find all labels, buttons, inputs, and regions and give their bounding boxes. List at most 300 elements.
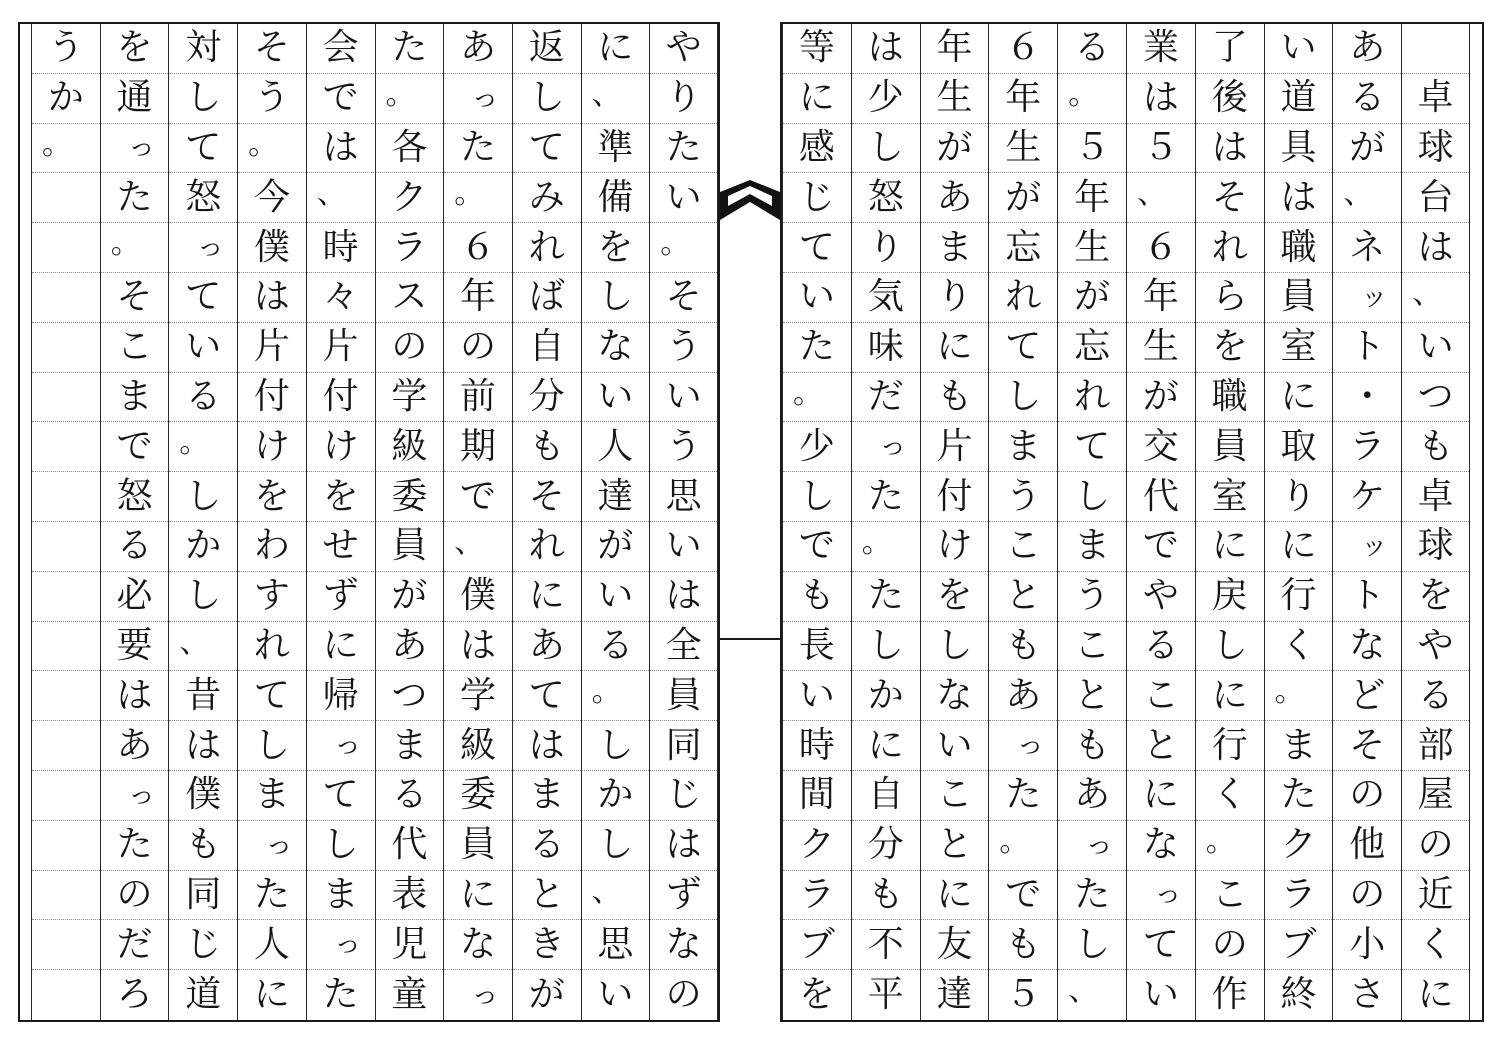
text-column [851, 24, 920, 1020]
text-column [581, 24, 650, 1020]
grid-cell: い [783, 671, 851, 721]
grid-cell: と [921, 821, 989, 871]
grid-cell: 年 [921, 24, 989, 74]
grid-cell [1402, 24, 1469, 74]
grid-cell: 小 [1333, 920, 1401, 970]
grid-cell: は [307, 124, 375, 174]
grid-cell: に [1196, 522, 1264, 572]
grid-cell: し [582, 721, 650, 771]
grid-cell: で [444, 472, 512, 522]
grid-cell: し [513, 74, 581, 124]
grid-cell: っ [101, 124, 169, 174]
grid-cell: て [513, 124, 581, 174]
grid-cell: が [528, 974, 565, 1016]
grid-cell: 球 [1402, 124, 1469, 174]
grid-cell: は [444, 622, 512, 672]
grid-cell: た [783, 323, 851, 373]
grid-cell: と [989, 572, 1057, 622]
grid-cell: 。 [101, 223, 169, 273]
grid-cell: 付 [307, 373, 375, 423]
grid-cell [32, 622, 100, 672]
grid-cell: い [650, 522, 717, 572]
grid-cell: て [307, 771, 375, 821]
grid-cell: 時 [783, 721, 851, 771]
grid-cell: い [650, 173, 717, 223]
grid-cell: 僕 [169, 771, 237, 821]
grid-cell: て [989, 323, 1057, 373]
grid-cell: が [1127, 373, 1195, 423]
grid-cell: 分 [852, 821, 920, 871]
grid-cell: 生 [1127, 323, 1195, 373]
grid-cell: い [169, 323, 237, 373]
grid-cell: が [376, 572, 444, 622]
grid-cell: し [852, 124, 920, 174]
grid-cell: 級 [376, 422, 444, 472]
grid-cell: し [1196, 622, 1264, 672]
grid-cell: た [1058, 871, 1126, 921]
grid-cell: 。 [650, 223, 717, 273]
grid-cell: て [169, 273, 237, 323]
grid-cell: 交 [1127, 422, 1195, 472]
grid-cell: を [1196, 323, 1264, 373]
grid-cell: 年 [1058, 173, 1126, 223]
grid-cell: つ [1402, 373, 1469, 423]
grid-cell: し [582, 273, 650, 323]
grid-cell: さ [1349, 974, 1386, 1016]
grid-cell: る [1402, 671, 1469, 721]
grid-cell: る [513, 821, 581, 871]
grid-cell: 不 [852, 920, 920, 970]
grid-cell: ず [307, 572, 375, 622]
grid-cell: 。 [444, 173, 512, 223]
grid-cell: こ [101, 323, 169, 373]
grid-cell: ま [1058, 522, 1126, 572]
grid-cell: ブ [783, 920, 851, 970]
grid-cell: 会 [307, 24, 375, 74]
grid-cell: ま [238, 771, 306, 821]
grid-cell: が [921, 124, 989, 174]
grid-cell: れ [1058, 373, 1126, 423]
grid-cell: 自 [852, 771, 920, 821]
grid-cell: で [307, 74, 375, 124]
grid-cell: い [1265, 24, 1333, 74]
grid-cell: る [1127, 622, 1195, 672]
grid-cell: に [582, 24, 650, 74]
grid-cell: ま [921, 223, 989, 273]
text-column [512, 24, 581, 1020]
grid-cell: っ [307, 920, 375, 970]
grid-cell: 少 [783, 422, 851, 472]
grid-cell: あ [444, 24, 512, 74]
grid-cell: た [322, 974, 359, 1016]
grid-cell: こ [1058, 622, 1126, 672]
grid-cell: 行 [1265, 572, 1333, 622]
grid-cell: し [852, 622, 920, 672]
grid-cell: 員 [650, 671, 717, 721]
grid-cell: じ [783, 173, 851, 223]
grid-cell: そ [650, 273, 717, 323]
grid-cell: 。 [1196, 821, 1264, 871]
grid-cell: や [1402, 622, 1469, 672]
grid-cell: に [253, 974, 290, 1016]
grid-cell: ま [1265, 721, 1333, 771]
grid-cell: 級 [444, 721, 512, 771]
grid-cell: る [582, 622, 650, 672]
grid-cell: っ [1127, 871, 1195, 921]
grid-cell: 職 [1265, 223, 1333, 273]
grid-cell: っ [101, 771, 169, 821]
grid-cell: 感 [783, 124, 851, 174]
binding-mark [720, 638, 780, 640]
grid-cell: 、 [582, 74, 650, 124]
grid-cell: ラ [1265, 871, 1333, 921]
grid-cell: 道 [1265, 74, 1333, 124]
grid-cell: れ [989, 273, 1057, 323]
grid-cell: ク [1265, 821, 1333, 871]
grid-cell: 達 [582, 472, 650, 522]
grid-cell: あ [989, 671, 1057, 721]
grid-cell: は [1402, 223, 1469, 273]
grid-cell: ブ [1265, 920, 1333, 970]
grid-cell: う [989, 472, 1057, 522]
grid-cell: ッ [1333, 273, 1401, 323]
grid-cell: 昔 [169, 671, 237, 721]
grid-cell: た [1265, 771, 1333, 821]
grid-cell: 、 [169, 622, 237, 672]
grid-cell [32, 671, 100, 721]
grid-cell: 対 [169, 24, 237, 74]
grid-cell: る [1333, 74, 1401, 124]
grid-cell: ま [376, 721, 444, 771]
grid-cell: 分 [513, 373, 581, 423]
grid-cell: あ [1058, 771, 1126, 821]
grid-cell: ず [650, 871, 717, 921]
grid-cell: 思 [650, 472, 717, 522]
grid-cell: な [650, 920, 717, 970]
grid-cell: て [169, 124, 237, 174]
grid-cell: 業 [1127, 24, 1195, 74]
grid-cell: ケ [1333, 472, 1401, 522]
grid-cell: を [798, 974, 835, 1016]
grid-cell: と [1058, 671, 1126, 721]
grid-cell: に [307, 622, 375, 672]
grid-cell: し [169, 74, 237, 124]
grid-cell: う [650, 323, 717, 373]
grid-cell: は [1196, 124, 1264, 174]
grid-cell: は [169, 721, 237, 771]
grid-cell: く [1402, 920, 1469, 970]
grid-cell: そ [101, 273, 169, 323]
grid-cell: か [32, 74, 100, 124]
grid-cell: く [1265, 622, 1333, 672]
grid-cell: 怒 [169, 173, 237, 223]
grid-cell: る [101, 522, 169, 572]
grid-cell: 通 [101, 74, 169, 124]
grid-cell: は [650, 572, 717, 622]
grid-cell: ラ [376, 223, 444, 273]
grid-cell: の [376, 323, 444, 373]
grid-cell: っ [1058, 821, 1126, 871]
grid-cell: 返 [513, 24, 581, 74]
grid-cell: た [989, 771, 1057, 821]
grid-cell [32, 970, 100, 1020]
grid-cell: い [1402, 323, 1469, 373]
grid-cell: 員 [1265, 273, 1333, 323]
grid-cell: 終 [1280, 974, 1317, 1016]
grid-cell: ６ [1127, 223, 1195, 273]
grid-cell: し [989, 373, 1057, 423]
grid-cell: て [513, 671, 581, 721]
grid-cell: 生 [989, 124, 1057, 174]
grid-cell: 前 [444, 373, 512, 423]
grid-cell: て [1127, 920, 1195, 970]
grid-cell: 準 [582, 124, 650, 174]
grid-cell: 今 [238, 173, 306, 223]
grid-cell: 年 [989, 74, 1057, 124]
grid-cell: っ [471, 979, 499, 1011]
grid-cell: は [650, 821, 717, 871]
grid-cell: が [989, 173, 1057, 223]
grid-cell: 道 [185, 974, 222, 1016]
grid-cell: の [1333, 771, 1401, 821]
grid-cell: 取 [1265, 422, 1333, 472]
grid-cell: 卓 [1402, 472, 1469, 522]
grid-cell: 必 [101, 572, 169, 622]
grid-cell: 卓 [1402, 74, 1469, 124]
grid-cell: ら [1196, 273, 1264, 323]
grid-cell: に [513, 572, 581, 622]
text-column [443, 24, 512, 1020]
text-column [1264, 24, 1333, 1020]
grid-cell: 同 [650, 721, 717, 771]
text-column [1332, 24, 1401, 1020]
grid-cell: 同 [169, 871, 237, 921]
grid-cell [32, 920, 100, 970]
grid-cell: 戻 [1196, 572, 1264, 622]
grid-cell: う [238, 74, 306, 124]
grid-cell: そ [1196, 173, 1264, 223]
grid-cell: 球 [1402, 522, 1469, 572]
text-column [375, 24, 444, 1020]
grid-cell: ・ [1333, 373, 1401, 423]
grid-cell: は [1127, 74, 1195, 124]
grid-cell: 員 [1196, 422, 1264, 472]
grid-cell: 代 [1127, 472, 1195, 522]
grid-cell: あ [376, 622, 444, 672]
grid-cell: 、 [1127, 173, 1195, 223]
grid-cell [32, 173, 100, 223]
grid-cell: で [101, 422, 169, 472]
grid-cell: 々 [307, 273, 375, 323]
grid-cell: し [921, 622, 989, 672]
grid-cell: る [376, 771, 444, 821]
center-binding [718, 22, 782, 1022]
grid-cell [32, 323, 100, 373]
grid-cell: 童 [391, 974, 428, 1016]
text-column [1195, 24, 1264, 1020]
grid-cell: し [783, 472, 851, 522]
grid-cell: そ [238, 24, 306, 74]
text-column [1126, 24, 1195, 1020]
grid-cell: も [1058, 721, 1126, 771]
grid-cell: り [650, 74, 717, 124]
grid-cell: 了 [1196, 24, 1264, 74]
grid-cell: 近 [1402, 871, 1469, 921]
grid-cell: り [921, 273, 989, 323]
grid-cell: と [513, 871, 581, 921]
grid-cell: に [1265, 522, 1333, 572]
grid-cell: 。 [238, 124, 306, 174]
grid-cell: も [989, 920, 1057, 970]
grid-cell: し [307, 821, 375, 871]
grid-cell: し [169, 472, 237, 522]
grid-cell: ラ [783, 871, 851, 921]
grid-cell: ッ [1333, 522, 1401, 572]
grid-cell: 片 [307, 323, 375, 373]
grid-cell: わ [238, 522, 306, 572]
grid-cell: に [852, 721, 920, 771]
grid-cell: 達 [936, 974, 973, 1016]
grid-cell: い [783, 273, 851, 323]
grid-cell: 時 [307, 223, 375, 273]
grid-cell: を [238, 472, 306, 522]
grid-cell: 、 [582, 871, 650, 921]
text-column [100, 24, 169, 1020]
grid-cell: く [1196, 771, 1264, 821]
grid-cell: 員 [376, 522, 444, 572]
grid-cell: も [989, 622, 1057, 672]
grid-cell: に [921, 323, 989, 373]
grid-cell: 屋 [1402, 771, 1469, 821]
grid-cell: か [852, 671, 920, 721]
grid-cell: し [1058, 920, 1126, 970]
grid-cell: 、 [1068, 973, 1099, 1009]
grid-cell: あ [513, 622, 581, 672]
text-column [1057, 24, 1126, 1020]
grid-cell: 忘 [989, 223, 1057, 273]
grid-cell: っ [169, 223, 237, 273]
grid-cell: ど [1333, 671, 1401, 721]
grid-cell: こ [921, 771, 989, 821]
grid-cell: に [1127, 771, 1195, 821]
grid-cell: 人 [238, 920, 306, 970]
grid-cell: 室 [1265, 323, 1333, 373]
grid-cell: 付 [921, 472, 989, 522]
grid-cell: す [238, 572, 306, 622]
grid-cell: 生 [1058, 223, 1126, 273]
grid-cell: の [665, 974, 702, 1016]
grid-cell: が [1058, 273, 1126, 323]
grid-cell: 怒 [852, 173, 920, 223]
grid-cell: で [989, 871, 1057, 921]
grid-cell: 要 [101, 622, 169, 672]
grid-cell: は [238, 273, 306, 323]
grid-cell: う [1058, 572, 1126, 622]
grid-cell: 作 [1211, 974, 1248, 1016]
grid-cell: し [238, 721, 306, 771]
grid-cell: 付 [238, 373, 306, 423]
grid-cell: る [169, 373, 237, 423]
grid-cell: は [1265, 173, 1333, 223]
grid-cell: き [513, 920, 581, 970]
grid-cell: で [783, 522, 851, 572]
grid-cell: っ [852, 422, 920, 472]
grid-cell: 。 [376, 74, 444, 124]
grid-cell: れ [513, 223, 581, 273]
grid-cell: た [376, 24, 444, 74]
grid-cell: い [597, 974, 634, 1016]
grid-cell: そ [1333, 721, 1401, 771]
grid-cell: も [783, 572, 851, 622]
grid-cell [32, 871, 100, 921]
grid-cell: 。 [1058, 74, 1126, 124]
grid-cell: 生 [921, 74, 989, 124]
grid-cell: り [852, 223, 920, 273]
grid-cell [32, 373, 100, 423]
grid-cell: た [852, 572, 920, 622]
grid-cell: み [513, 173, 581, 223]
text-column [31, 24, 100, 1020]
grid-cell: ま [513, 771, 581, 821]
grid-cell: こ [989, 522, 1057, 572]
grid-cell: れ [513, 522, 581, 572]
grid-cell: 怒 [101, 472, 169, 522]
grid-cell: け [307, 422, 375, 472]
grid-cell: も [169, 821, 237, 871]
text-column [1401, 24, 1470, 1020]
grid-cell: し [582, 821, 650, 871]
grid-cell: あ [1333, 24, 1401, 74]
grid-cell: 各 [376, 124, 444, 174]
grid-cell: 具 [1265, 124, 1333, 174]
grid-cell: の [444, 323, 512, 373]
grid-cell: た [101, 173, 169, 223]
grid-cell: か [582, 771, 650, 821]
grid-cell: に [1196, 671, 1264, 721]
grid-cell: 。 [582, 671, 650, 721]
grid-cell [32, 572, 100, 622]
grid-cell: 表 [376, 871, 444, 921]
grid-cell: が [582, 522, 650, 572]
grid-cell: 職 [1196, 373, 1264, 423]
grid-cell: 代 [376, 821, 444, 871]
grid-cell: 全 [650, 622, 717, 672]
grid-cell: だ [101, 920, 169, 970]
grid-cell: ６ [989, 24, 1057, 74]
grid-cell: い [650, 373, 717, 423]
grid-cell: を [101, 24, 169, 74]
grid-cell: 員 [444, 821, 512, 871]
grid-cell: た [444, 124, 512, 174]
grid-cell: な [921, 671, 989, 721]
grid-cell: も [852, 871, 920, 921]
grid-cell: ク [783, 821, 851, 871]
grid-cell: 。 [852, 522, 920, 572]
grid-cell: ま [307, 871, 375, 921]
grid-cell: の [1333, 871, 1401, 921]
grid-cell: た [650, 124, 717, 174]
grid-cell: し [1058, 472, 1126, 522]
grid-cell: な [582, 323, 650, 373]
grid-cell: 。 [32, 124, 100, 174]
grid-cell: れ [238, 622, 306, 672]
grid-cell: 年 [444, 273, 512, 323]
grid-cell: 、 [1333, 173, 1401, 223]
grid-cell: じ [650, 771, 717, 821]
grid-cell: ５ [1127, 124, 1195, 174]
grid-cell: い [921, 721, 989, 771]
grid-cell: 気 [852, 273, 920, 323]
